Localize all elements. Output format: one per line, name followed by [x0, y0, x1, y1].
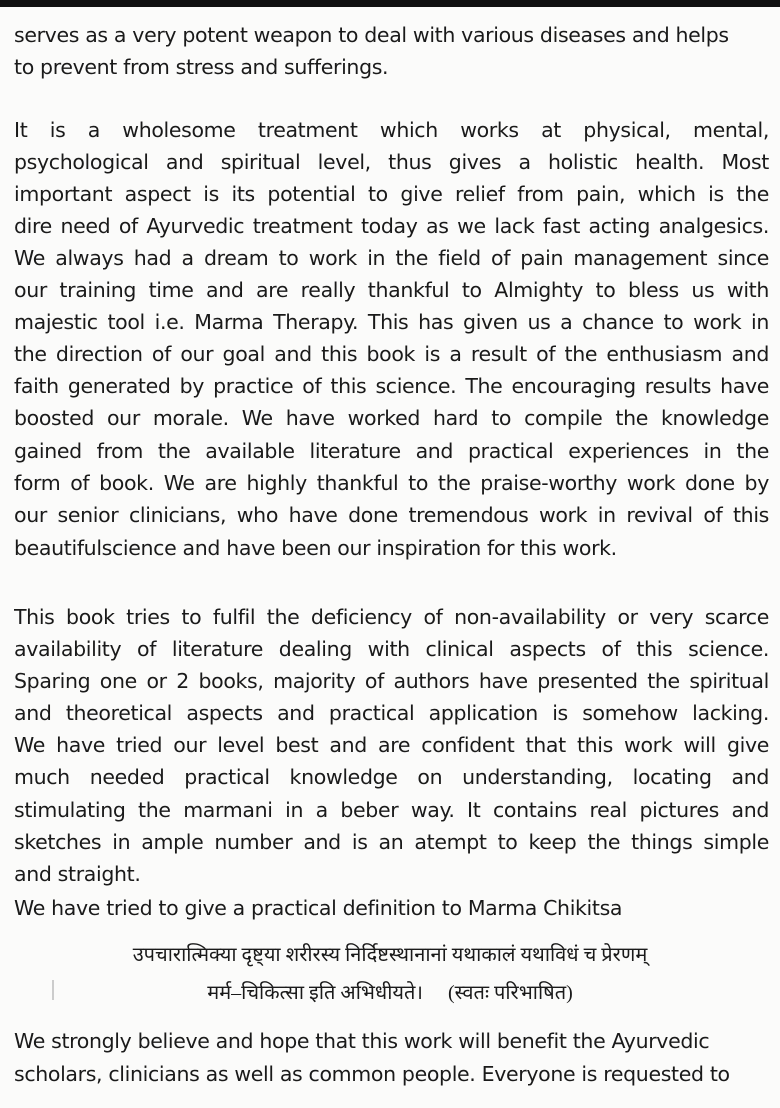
paragraph-3-line: We have tried to give a practical definition to Marma Chikitsa	[14, 896, 623, 920]
paragraph-3-line: This book tries to fulfil the deficiency of non-availability or very scarce	[14, 605, 769, 629]
paragraph-3-line: sketches in ample number and is an atempt to keep the things simple	[14, 830, 769, 854]
paragraph-3-line: and theoretical aspects and practical application is somehow lacking.	[14, 701, 769, 725]
paragraph-2-line: majestic tool i.e. Marma Therapy. This has given us a chance to work in	[14, 310, 769, 334]
paragraph-2-line: important aspect is its potential to give relief from pain, which is the	[14, 182, 769, 206]
scan-artifact	[52, 980, 54, 1000]
paragraph-3-line: availability of literature dealing with clinical aspects of this science.	[14, 637, 769, 661]
paragraph-3-line: Sparing one or 2 books, majority of authors have presented the spiritual	[14, 669, 769, 693]
paragraph-2-line: faith generated by practice of this science. The encouraging results have	[14, 374, 769, 398]
paragraph-2-line: our training time and are really thankful to Almighty to bless us with	[14, 278, 769, 302]
paragraph-2-line: psychological and spiritual level, thus gives a holistic health. Most	[14, 150, 769, 174]
paragraph-2-line: gained from the available literature and practical experiences in the	[14, 439, 769, 463]
paragraph-3-line: We have tried our level best and are confident that this work will give	[14, 733, 769, 757]
closing-paragraph-line: scholars, clinicians as well as common people. Everyone is requested to	[14, 1062, 730, 1086]
paragraph-1-line: to prevent from stress and sufferings.	[14, 55, 389, 79]
paragraph-3-line: much needed practical knowledge on understanding, locating and	[14, 765, 769, 789]
paragraph-2-line: form of book. We are highly thankful to the praise-worthy work done by	[14, 471, 769, 495]
paragraph-2-line: It is a wholesome treatment which works at physical, mental,	[14, 118, 769, 142]
paragraph-2-line: the direction of our goal and this book is a result of the enthusiasm and	[14, 342, 769, 366]
paragraph-2-line: our senior clinicians, who have done tremendous work in revival of this	[14, 503, 769, 527]
scan-top-edge	[0, 0, 780, 7]
paragraph-2-line: beautifulscience and have been our inspiration for this work.	[14, 536, 617, 560]
paragraph-3-line: stimulating the marmani in a beber way. It contains real pictures and	[14, 798, 769, 822]
sanskrit-definition-line-2: मर्म–चिकित्सा इति अभिधीयते। (स्वतः परिभाषित)	[207, 982, 573, 1004]
paragraph-2-line: dire need of Ayurvedic treatment today as we lack fast acting analgesics.	[14, 214, 769, 238]
paragraph-3-line: and straight.	[14, 862, 141, 886]
closing-paragraph-line: We strongly believe and hope that this work will benefit the Ayurvedic	[14, 1029, 710, 1053]
paragraph-2-line: We always had a dream to work in the field of pain management since	[14, 246, 769, 270]
paragraph-1-line: serves as a very potent weapon to deal with various diseases and helps	[14, 23, 729, 47]
paragraph-2-line: boosted our morale. We have worked hard to compile the knowledge	[14, 406, 769, 430]
sanskrit-definition-line-1: उपचारात्मिक्या दृष्ट्या शरीरस्य निर्दिष्टस्थानानां यथाकालं यथाविधं च प्रेरणम्	[132, 944, 648, 966]
